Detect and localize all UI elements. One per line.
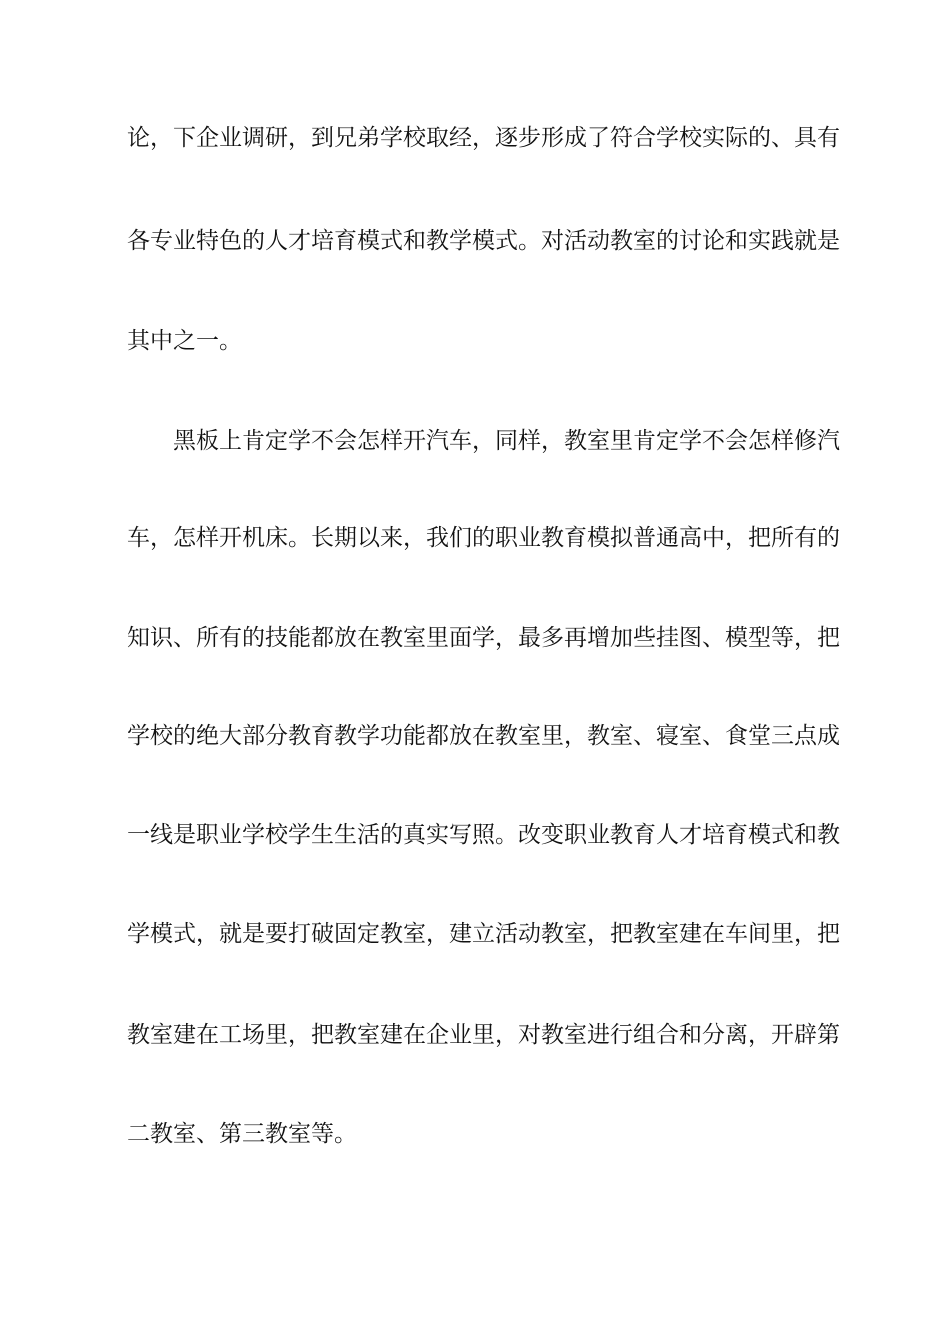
paragraph-1-line-2: 各专业特色的人才培育模式和教学模式。对活动教室的讨论和实践就是 — [127, 228, 840, 254]
paragraph-2-line-7: 教室建在工场里，把教室建在企业里，对教室进行组合和分离，开辟第 — [127, 1022, 840, 1048]
paragraph-2-line-1: 黑板上肯定学不会怎样开汽车，同样，教室里肯定学不会怎样修汽 — [173, 428, 840, 454]
paragraph-2-line-6: 学模式，就是要打破固定教室，建立活动教室，把教室建在车间里，把 — [127, 921, 840, 947]
paragraph-2-line-4: 学校的绝大部分教育教学功能都放在教室里，教室、寝室、食堂三点成 — [127, 723, 840, 749]
paragraph-2-line-5: 一线是职业学校学生生活的真实写照。改变职业教育人才培育模式和教 — [127, 822, 840, 848]
paragraph-2-line-2: 车，怎样开机床。长期以来，我们的职业教育模拟普通高中，把所有的 — [127, 525, 840, 551]
paragraph-1-line-1: 论，下企业调研，到兄弟学校取经，逐步形成了符合学校实际的、具有 — [127, 125, 840, 151]
paragraph-2-line-8: 二教室、第三教室等。 — [127, 1121, 357, 1147]
paragraph-2-line-3: 知识、所有的技能都放在教室里面学，最多再增加些挂图、模型等，把 — [127, 625, 840, 651]
paragraph-1-line-3: 其中之一。 — [127, 328, 242, 354]
